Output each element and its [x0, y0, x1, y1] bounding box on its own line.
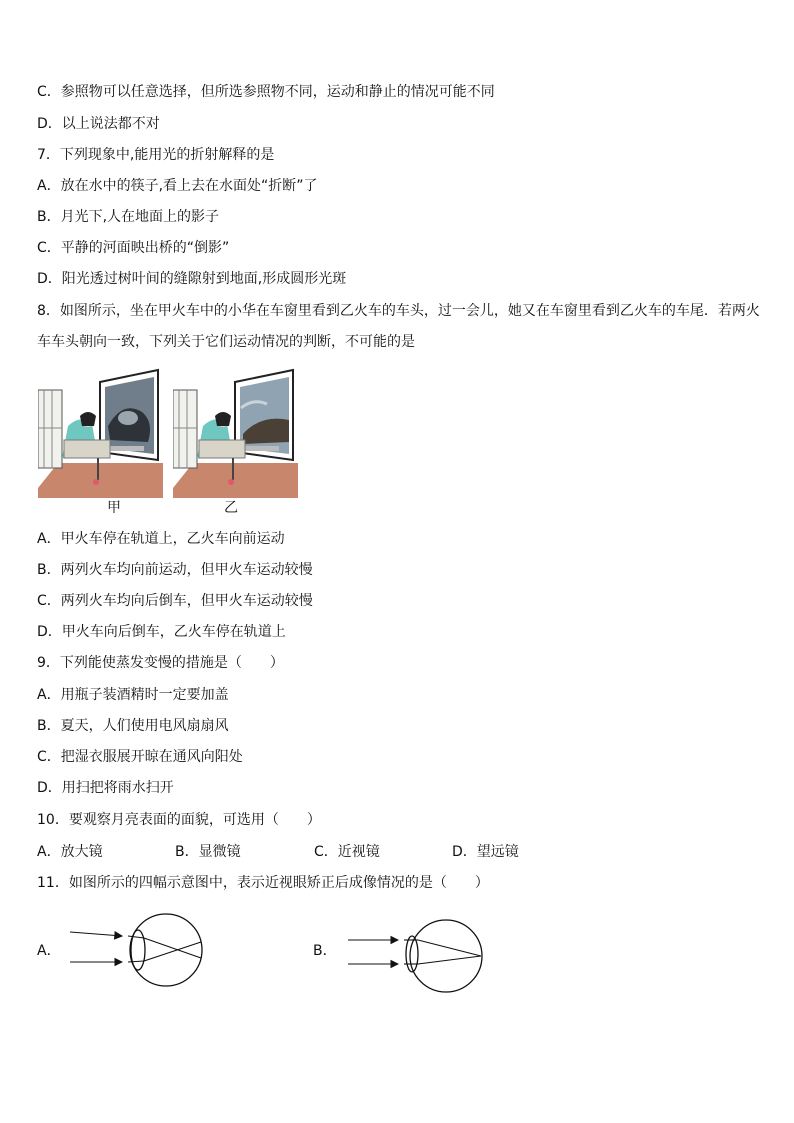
q7-stem: 7．下列现象中,能用光的折射解释的是 — [37, 147, 275, 163]
q8-stem-line1: 8．如图所示，坐在甲火车中的小华在车窗里看到乙火车的车头，过一会儿，她又在车窗里看到乙火车的车尾．若两火 — [37, 303, 760, 319]
q10-option-d: D．望远镜 — [452, 844, 519, 860]
q10-options — [37, 843, 757, 861]
q6-option-c: C．参照物可以任意选择，但所选参照物不同，运动和静止的情况可能不同 — [37, 84, 495, 100]
eye-diagram-b — [340, 918, 490, 998]
q7-option-d: D．阳光透过树叶间的缝隙射到地面,形成圆形光斑 — [37, 271, 347, 287]
q8-option-b: B．两列火车均向前运动，但甲火车运动较慢 — [37, 562, 313, 578]
train-figure-left-label: 甲 — [107, 500, 121, 516]
q10-option-c: C．近视镜 — [314, 844, 380, 860]
q8-option-c: C．两列火车均向后倒车，但甲火车运动较慢 — [37, 593, 313, 609]
q11-figure-b-label: B． — [313, 943, 337, 959]
q7-option-a: A．放在水中的筷子,看上去在水面处“折断”了 — [37, 178, 318, 194]
q9-stem: 9．下列能使蒸发变慢的措施是（ ） — [37, 655, 284, 671]
q10-option-b: B．显微镜 — [175, 844, 241, 860]
q11-stem: 11．如图所示的四幅示意图中，表示近视眼矫正后成像情况的是（ ） — [37, 875, 489, 891]
q9-option-b: B．夏天，人们使用电风扇扇风 — [37, 718, 229, 734]
train-figure-right — [173, 368, 298, 498]
q11-figure-a-label: A． — [37, 943, 61, 959]
q10-stem: 10．要观察月亮表面的面貌，可选用（ ） — [37, 812, 321, 828]
train-figure-left — [38, 368, 163, 498]
q9-option-a: A．用瓶子装酒精时一定要加盖 — [37, 687, 229, 703]
q7-option-b: B．月光下,人在地面上的影子 — [37, 209, 220, 225]
train-figure-right-label: 乙 — [224, 500, 238, 516]
q8-stem-line2: 车车头朝向一致，下列关于它们运动情况的判断，不可能的是 — [37, 334, 415, 350]
q8-option-a: A．甲火车停在轨道上，乙火车向前运动 — [37, 531, 285, 547]
q7-option-c: C．平静的河面映出桥的“倒影” — [37, 240, 230, 256]
q6-option-d: D．以上说法都不对 — [37, 116, 160, 132]
q9-option-c: C．把湿衣服展开晾在通风向阳处 — [37, 749, 243, 765]
q8-option-d: D．甲火车向后倒车，乙火车停在轨道上 — [37, 624, 286, 640]
q10-option-a: A．放大镜 — [37, 844, 103, 860]
q9-option-d: D．用扫把将雨水扫开 — [37, 780, 174, 796]
eye-diagram-a — [62, 912, 212, 988]
